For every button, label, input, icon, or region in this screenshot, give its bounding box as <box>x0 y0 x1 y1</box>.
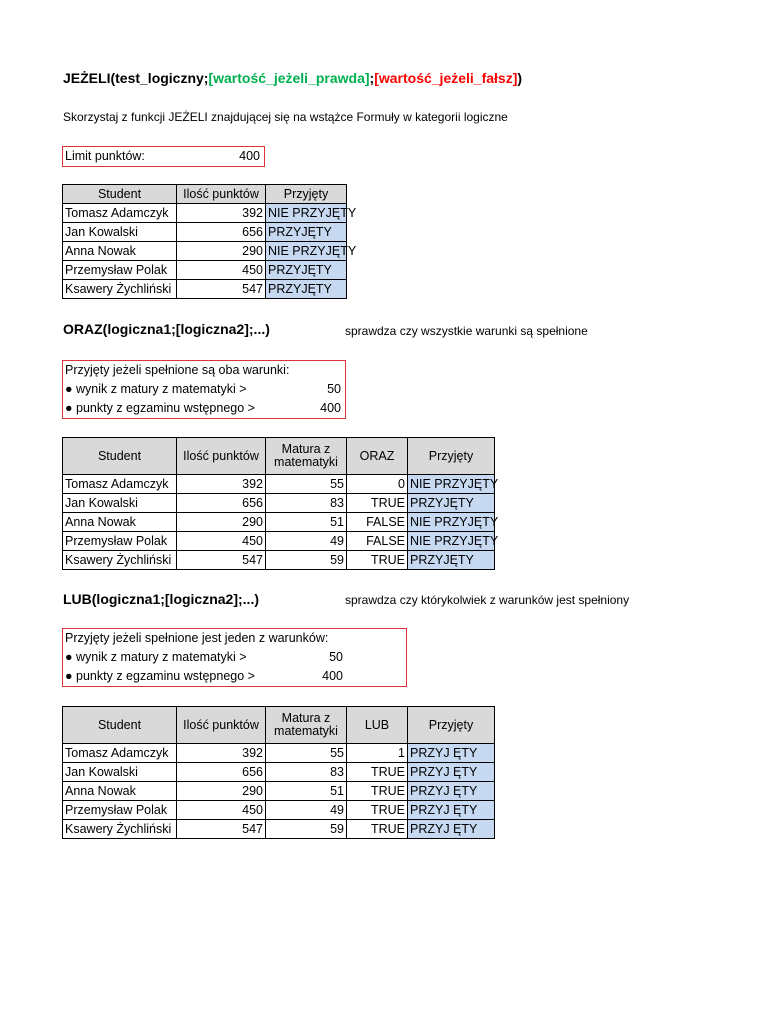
table-row <box>63 280 347 299</box>
table-header-row <box>63 185 347 204</box>
table-row <box>63 532 495 551</box>
logic-cell: TRUE <box>347 763 408 782</box>
matura-cell: 51 <box>266 782 347 801</box>
student-cell: Jan Kowalski <box>63 494 177 513</box>
table-row <box>63 820 495 839</box>
student-cell: Ksawery Żychliński <box>63 280 177 299</box>
table-row <box>63 494 495 513</box>
oraz-title: ORAZ(logiczna1;[logiczna2];...) <box>63 321 270 337</box>
status-cell: PRZYJĘTY <box>408 494 495 513</box>
limit-row <box>65 147 260 166</box>
student-cell: Przemysław Polak <box>63 261 177 280</box>
table-row <box>63 744 495 763</box>
jezeli-title <box>63 70 522 86</box>
criteria-item-exam <box>65 667 343 686</box>
col-header-points: Ilość punktów <box>177 185 266 204</box>
col-header-student: Student <box>63 185 177 204</box>
col-header-status: Przyjęty <box>408 707 495 744</box>
student-cell: Anna Nowak <box>63 242 177 261</box>
jezeli-title-fn: JEŻELI(test_logiczny; <box>63 70 209 86</box>
limit-box <box>62 146 265 167</box>
logic-cell: 0 <box>347 475 408 494</box>
status-cell: NIE PRZYJĘTY <box>408 532 495 551</box>
criteria-item-matura <box>65 648 343 667</box>
matura-cell: 59 <box>266 551 347 570</box>
matura-cell: 55 <box>266 744 347 763</box>
table-header-row <box>63 707 495 744</box>
status-cell: NIE PRZYJĘTY <box>408 513 495 532</box>
oraz-description: sprawdza czy wszystkie warunki są spełnione <box>345 324 588 338</box>
status-cell: PRZYJ ĘTY <box>408 801 495 820</box>
criteria-item-exam <box>65 399 341 418</box>
jezeli-table <box>62 184 357 299</box>
lub-title: LUB(logiczna1;[logiczna2];...) <box>63 591 259 607</box>
status-cell: PRZYJĘTY <box>266 280 347 299</box>
matura-cell: 83 <box>266 763 347 782</box>
points-cell: 450 <box>177 261 266 280</box>
col-header-matura: Matura z matematyki <box>266 438 347 475</box>
col-header-student: Student <box>63 707 177 744</box>
status-cell: PRZYJĘTY <box>408 551 495 570</box>
student-cell: Ksawery Żychliński <box>63 551 177 570</box>
criteria-value: 400 <box>322 669 343 683</box>
student-cell: Jan Kowalski <box>63 223 177 242</box>
student-cell: Tomasz Adamczyk <box>63 475 177 494</box>
points-cell: 290 <box>177 513 266 532</box>
criteria-heading: Przyjęty jeżeli spełnione jest jeden z warunków: <box>65 631 329 645</box>
matura-cell: 83 <box>266 494 347 513</box>
table-row <box>63 551 495 570</box>
status-cell: NIE PRZYJĘTY <box>266 242 347 261</box>
status-cell: PRZYJĘTY <box>266 223 347 242</box>
student-cell: Ksawery Żychliński <box>63 820 177 839</box>
table-row <box>63 223 347 242</box>
jezeli-title-arg-true: [wartość_jeżeli_prawda] <box>208 70 370 86</box>
logic-cell: 1 <box>347 744 408 763</box>
status-cell: PRZYJ ĘTY <box>408 782 495 801</box>
criteria-value: 50 <box>327 382 341 396</box>
table-row <box>63 475 495 494</box>
table-row <box>63 204 347 223</box>
table-row <box>63 763 495 782</box>
student-cell: Jan Kowalski <box>63 763 177 782</box>
status-cell: PRZYJ ĘTY <box>408 820 495 839</box>
col-header-logic: ORAZ <box>347 438 408 475</box>
logic-cell: FALSE <box>347 532 408 551</box>
points-cell: 547 <box>177 551 266 570</box>
criteria-label: ● wynik z matury z matematyki > <box>65 382 247 396</box>
col-header-student: Student <box>63 438 177 475</box>
col-header-logic: LUB <box>347 707 408 744</box>
student-cell: Przemysław Polak <box>63 532 177 551</box>
status-cell: PRZYJ ĘTY <box>408 763 495 782</box>
col-header-points: Ilość punktów <box>177 707 266 744</box>
oraz-criteria-box <box>62 360 346 419</box>
col-header-status: Przyjęty <box>408 438 495 475</box>
table-row <box>63 261 347 280</box>
status-cell: NIE PRZYJĘTY <box>266 204 347 223</box>
student-cell: Anna Nowak <box>63 782 177 801</box>
col-header-matura: Matura z matematyki <box>266 707 347 744</box>
student-cell: Tomasz Adamczyk <box>63 204 177 223</box>
status-cell: NIE PRZYJĘTY <box>408 475 495 494</box>
table-row <box>63 801 495 820</box>
points-cell: 656 <box>177 763 266 782</box>
lub-description: sprawdza czy którykolwiek z warunków jest spełniony <box>345 593 630 607</box>
col-header-status: Przyjęty <box>266 185 347 204</box>
student-cell: Przemysław Polak <box>63 801 177 820</box>
jezeli-description: Skorzystaj z funkcji JEŻELI znajdującej się na wstążce Formuły w kategorii logiczne <box>63 110 508 124</box>
logic-cell: FALSE <box>347 513 408 532</box>
points-cell: 290 <box>177 782 266 801</box>
table-row <box>63 782 495 801</box>
criteria-label: ● punkty z egzaminu wstępnego > <box>65 401 255 415</box>
jezeli-title-close: ) <box>517 70 523 86</box>
student-cell: Tomasz Adamczyk <box>63 744 177 763</box>
matura-cell: 49 <box>266 532 347 551</box>
points-cell: 547 <box>177 820 266 839</box>
matura-cell: 59 <box>266 820 347 839</box>
oraz-table <box>62 437 499 570</box>
matura-cell: 49 <box>266 801 347 820</box>
points-cell: 547 <box>177 280 266 299</box>
criteria-item-matura <box>65 380 341 399</box>
student-cell: Anna Nowak <box>63 513 177 532</box>
criteria-label: ● punkty z egzaminu wstępnego > <box>65 669 255 683</box>
status-cell: PRZYJ ĘTY <box>408 744 495 763</box>
criteria-label: ● wynik z matury z matematyki > <box>65 650 247 664</box>
logic-cell: TRUE <box>347 494 408 513</box>
table-row <box>63 242 347 261</box>
lub-criteria-box <box>62 628 407 687</box>
points-cell: 450 <box>177 801 266 820</box>
jezeli-title-sep: ; <box>369 70 375 86</box>
lub-table <box>62 706 495 839</box>
matura-cell: 51 <box>266 513 347 532</box>
table-header-row <box>63 438 495 475</box>
logic-cell: TRUE <box>347 782 408 801</box>
status-cell: PRZYJĘTY <box>266 261 347 280</box>
limit-label: Limit punktów: <box>65 149 145 163</box>
logic-cell: TRUE <box>347 801 408 820</box>
table-row <box>63 513 495 532</box>
points-cell: 392 <box>177 204 266 223</box>
criteria-value: 50 <box>329 650 343 664</box>
logic-cell: TRUE <box>347 820 408 839</box>
jezeli-title-arg-false: [wartość_jeżeli_fałsz] <box>374 70 518 86</box>
points-cell: 656 <box>177 494 266 513</box>
points-cell: 450 <box>177 532 266 551</box>
matura-cell: 55 <box>266 475 347 494</box>
points-cell: 392 <box>177 475 266 494</box>
col-header-points: Ilość punktów <box>177 438 266 475</box>
criteria-heading: Przyjęty jeżeli spełnione są oba warunki: <box>65 363 290 377</box>
limit-value: 400 <box>239 149 260 163</box>
logic-cell: TRUE <box>347 551 408 570</box>
criteria-value: 400 <box>320 401 341 415</box>
points-cell: 656 <box>177 223 266 242</box>
points-cell: 290 <box>177 242 266 261</box>
points-cell: 392 <box>177 744 266 763</box>
